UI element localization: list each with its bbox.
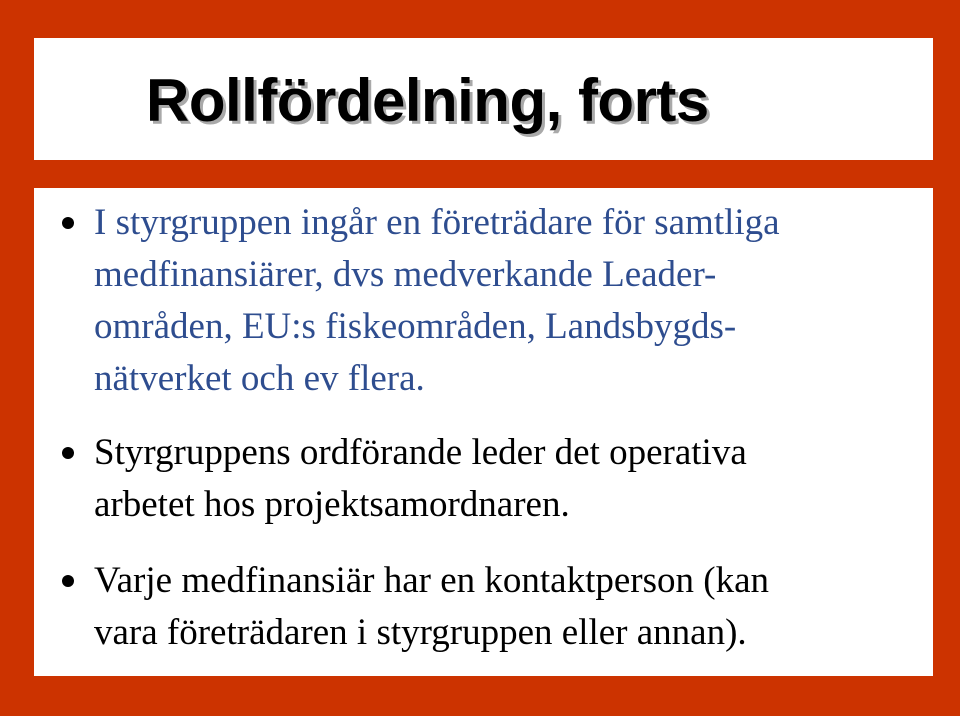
slide-title: Rollfördelning, forts	[146, 67, 709, 134]
bullet-text-3: Varje medfinansiär har en kontaktperson (kan vara företrädaren i styrgruppen eller annan).	[94, 560, 769, 653]
content-panel	[34, 188, 933, 676]
title-panel	[34, 38, 933, 160]
bullet-text-1: I styrgruppen ingår en företrädare för samtliga medfinansiärer, dvs medverkande Leader- områden, EU:s fiskeområden, Landsbygds- nätverket och ev flera.	[94, 202, 780, 399]
bullet-dot-icon	[62, 217, 74, 229]
bullet-dot-icon	[62, 575, 74, 587]
bullet-text-2: Styrgruppens ordförande leder det operativa arbetet hos projektsamordnaren.	[94, 432, 747, 525]
bullet-dot-icon	[62, 447, 74, 459]
